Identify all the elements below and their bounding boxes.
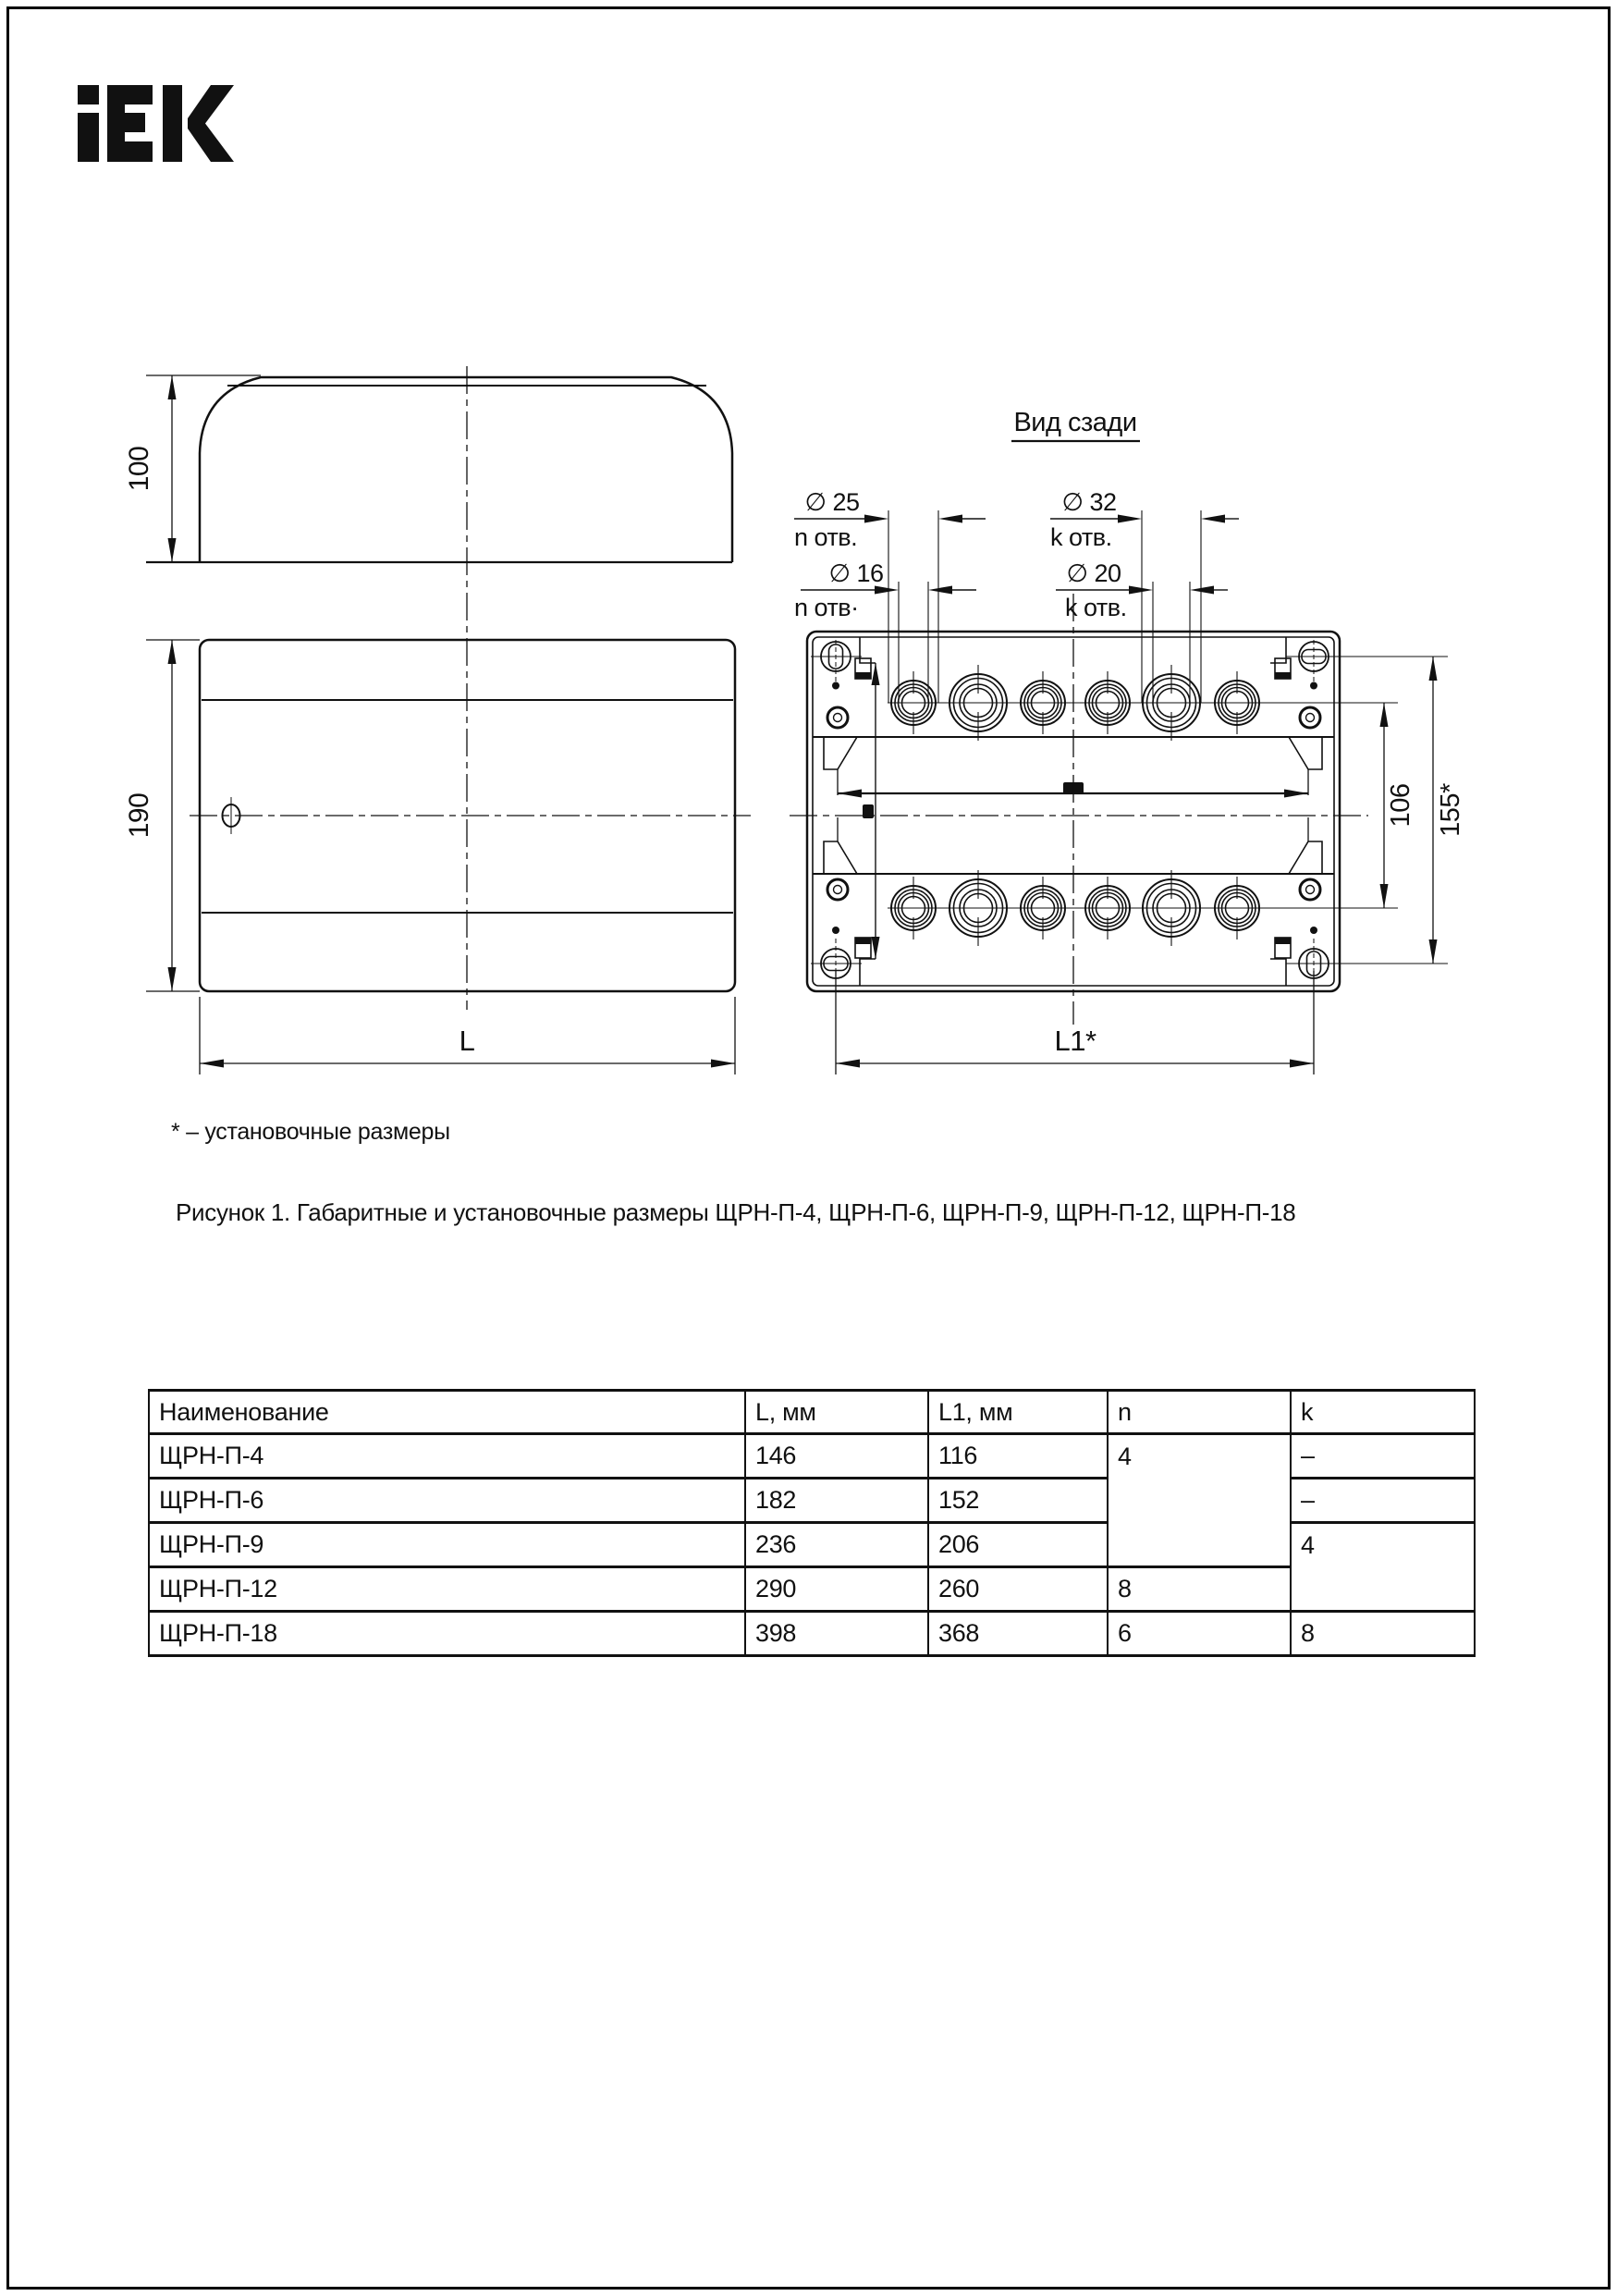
cell-L: 146 [745,1434,928,1479]
iek-logo [78,85,234,162]
cell-k: 4 [1291,1523,1475,1612]
cell-name: ЩРН-П-4 [149,1434,745,1479]
col-header-k: k [1291,1391,1475,1434]
col-header-L: L, мм [745,1391,928,1434]
table-row [149,1612,1475,1656]
cell-L: 182 [745,1479,928,1523]
cell-name: ЩРН-П-18 [149,1612,745,1656]
spec-table [148,1389,1476,1657]
cell-k: – [1291,1479,1475,1523]
table-row [149,1567,1475,1612]
cell-L1: 368 [928,1612,1108,1656]
side-view [124,375,732,562]
d32-label: ∅ 32 [1061,488,1117,516]
rear-view [790,408,1465,1074]
cell-name: ЩРН-П-6 [149,1479,745,1523]
dim-rear-width-label: L1* [1054,1025,1096,1057]
dim-front-height-label: 190 [124,792,154,839]
cell-name: ЩРН-П-12 [149,1567,745,1612]
cell-L: 398 [745,1612,928,1656]
d16-count-label: n отв· [794,594,859,621]
table-row [149,1434,1475,1479]
d25-count-label: n отв. [794,523,858,551]
col-header-n: n [1108,1391,1291,1434]
cell-n: 8 [1108,1567,1291,1612]
cell-n: 4 [1108,1434,1291,1567]
cell-k: – [1291,1434,1475,1479]
cell-L: 236 [745,1523,928,1567]
dim-side-height-label: 100 [124,446,154,492]
cell-n: 6 [1108,1612,1291,1656]
front-view [124,640,751,1074]
dim-side-height [124,375,261,562]
dim-front-width-label: L [459,1025,475,1057]
col-header-name: Наименование [149,1391,745,1434]
cell-L1: 260 [928,1567,1108,1612]
dim-front-height [124,640,200,991]
dim-row-spacing [1380,703,1416,908]
hole-callouts [794,488,1239,703]
d16-label: ∅ 16 [828,559,884,587]
cell-L1: 206 [928,1523,1108,1567]
cell-L1: 152 [928,1479,1108,1523]
figure-footnote: * – установочные размеры [171,1119,450,1145]
figure-caption: Рисунок 1. Габаритные и установочные размеры ЩРН-П-4, ЩРН-П-6, ЩРН-П-9, ЩРН-П-12, ЩРН-П-18 [176,1198,1296,1226]
table-header-row [149,1391,1475,1434]
rear-view-title: Вид сзади [1013,408,1137,437]
cell-L: 290 [745,1567,928,1612]
cell-name: ЩРН-П-9 [149,1523,745,1567]
col-header-L1: L1, мм [928,1391,1108,1434]
dim-mount-spacing-label: 155* [1436,783,1465,837]
d20-label: ∅ 20 [1066,559,1121,587]
dim-row-spacing-label: 106 [1386,783,1415,828]
illegible-dim-text [863,804,874,818]
cell-L1: 116 [928,1434,1108,1479]
d25-label: ∅ 25 [804,488,860,516]
cell-k: 8 [1291,1612,1475,1656]
d20-count-label: k отв. [1065,594,1127,621]
d32-count-label: k отв. [1050,523,1112,551]
